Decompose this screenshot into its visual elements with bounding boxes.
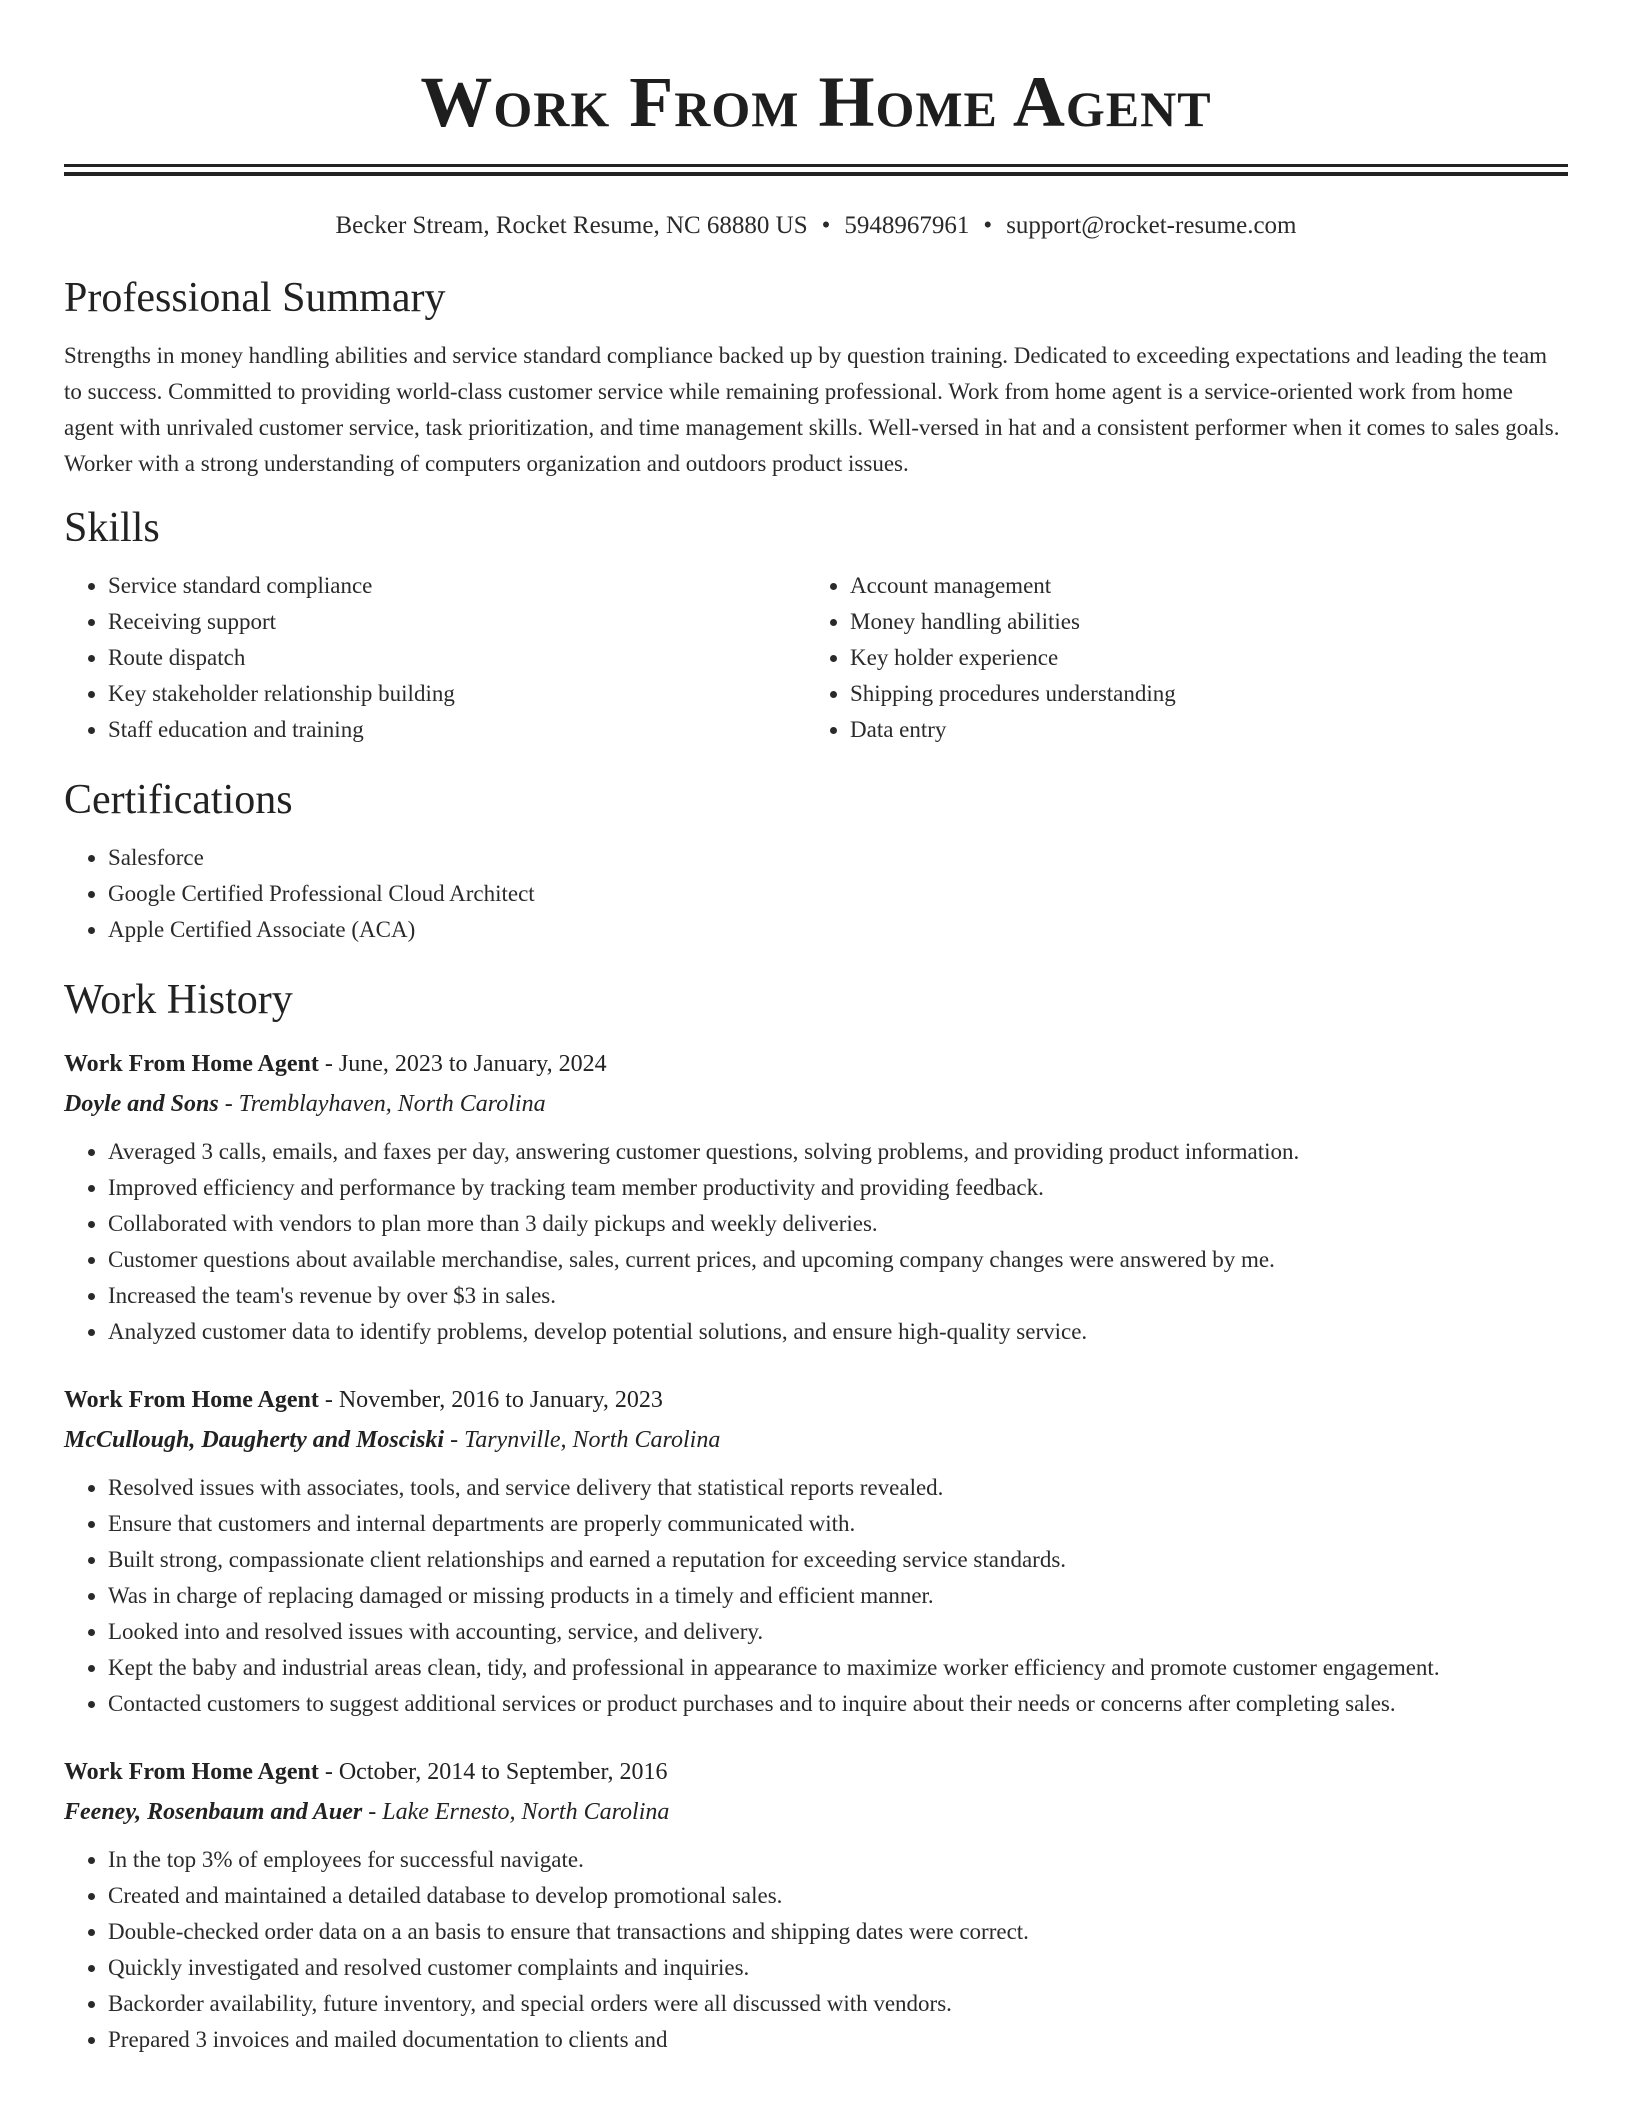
job-bullet: • Collaborated with vendors to plan more than 3 daily pickups and weekly deliveries. [108, 1206, 1568, 1242]
certification-item: • Apple Certified Associate (ACA) [108, 912, 1568, 948]
skill-item: • Service standard compliance [108, 568, 806, 604]
job-bullets [64, 1842, 1568, 2058]
job-bullet: • Was in charge of replacing damaged or missing products in a timely and efficient manner. [108, 1578, 1568, 1614]
skills-section [64, 502, 1568, 748]
job-bullets [64, 1470, 1568, 1722]
certifications-section [64, 774, 1568, 948]
job-dates: - October, 2014 to September, 2016 [318, 1759, 668, 1785]
contact-line [64, 210, 1568, 242]
job-bullet: • In the top 3% of employees for successful navigate. [108, 1842, 1568, 1878]
job-entry [64, 1752, 1568, 2058]
job-bullet: • Built strong, compassionate client relationships and earned a reputation for exceeding service standards. [108, 1542, 1568, 1578]
job-entry [64, 1380, 1568, 1722]
skill-item: • Key stakeholder relationship building [108, 676, 806, 712]
work-history-section [64, 974, 1568, 2058]
employer-line [64, 1420, 1568, 1460]
contact-separator: • [821, 212, 831, 239]
job-bullet: • Created and maintained a detailed database to develop promotional sales. [108, 1878, 1568, 1914]
job-bullet: • Double-checked order data on a an basis to ensure that transactions and shipping dates were correct. [108, 1914, 1568, 1950]
job-employer: Feeney, Rosenbaum and Auer [64, 1799, 363, 1825]
skill-item: • Account management [850, 568, 1548, 604]
job-position: Work From Home Agent [64, 1759, 319, 1785]
summary-text: Strengths in money handling abilities and service standard compliance backed up by question training. Dedicated to exceeding expectations and leading the team to success. Committed to providing world-class customer service while remaining professional. Work from home agent is a service-oriented work from home agent with unrivaled customer service, task prioritization, and time management skills. Well-versed in hat and a consistent performer when it comes to sales goals. Worker with a strong understanding of computers organization and outdoors product issues. [64, 343, 1560, 476]
skill-item: • Staff education and training [108, 712, 806, 748]
job-dates: - November, 2016 to January, 2023 [318, 1387, 663, 1413]
employer-line [64, 1792, 1568, 1832]
job-entry [64, 1044, 1568, 1350]
skills-column-left [64, 568, 806, 748]
resume-page [64, 0, 1568, 2058]
job-location: - Tremblayhaven, North Carolina [218, 1091, 546, 1117]
skill-item: • Receiving support [108, 604, 806, 640]
certification-item: • Google Certified Professional Cloud Architect [108, 876, 1568, 912]
summary-section [64, 272, 1568, 482]
certifications-list [64, 840, 1568, 948]
job-bullet: • Increased the team's revenue by over $3 in sales. [108, 1278, 1568, 1314]
skill-item: • Money handling abilities [850, 604, 1548, 640]
section-title-work-history: Work History [64, 977, 293, 1023]
job-bullet: • Looked into and resolved issues with accounting, service, and delivery. [108, 1614, 1568, 1650]
job-bullet: • Improved efficiency and performance by tracking team member productivity and providing feedback. [108, 1170, 1568, 1206]
contact-address: Becker Stream, Rocket Resume, NC 68880 US [335, 212, 808, 239]
job-title-line [64, 1380, 1568, 1420]
skill-item: • Key holder experience [850, 640, 1548, 676]
job-bullet: • Contacted customers to suggest additional services or product purchases and to inquire about their needs or concerns after completing sales. [108, 1686, 1568, 1722]
header-divider [64, 164, 1568, 176]
skill-item: • Data entry [850, 712, 1548, 748]
job-bullet: • Resolved issues with associates, tools, and service delivery that statistical reports revealed. [108, 1470, 1568, 1506]
job-bullet: • Averaged 3 calls, emails, and faxes per day, answering customer questions, solving problems, and providing product information. [108, 1134, 1568, 1170]
job-bullet: • Analyzed customer data to identify problems, develop potential solutions, and ensure high-quality service. [108, 1314, 1568, 1350]
resume-name: Work From Home Agent [420, 62, 1212, 142]
section-title-summary: Professional Summary [64, 275, 446, 321]
job-position: Work From Home Agent [64, 1387, 319, 1413]
job-bullet: • Customer questions about available merchandise, sales, current prices, and upcoming company changes were answered by me. [108, 1242, 1568, 1278]
job-dates: - June, 2023 to January, 2024 [318, 1051, 607, 1077]
section-title-skills: Skills [64, 505, 160, 551]
job-bullets [64, 1134, 1568, 1350]
job-bullet: • Ensure that customers and internal departments are properly communicated with. [108, 1506, 1568, 1542]
job-bullet: • Kept the baby and industrial areas clean, tidy, and professional in appearance to maximize worker efficiency and promote customer engagement. [108, 1650, 1568, 1686]
job-position: Work From Home Agent [64, 1051, 319, 1077]
job-location: - Tarynville, North Carolina [444, 1427, 721, 1453]
skill-item: • Shipping procedures understanding [850, 676, 1548, 712]
job-title-line [64, 1752, 1568, 1792]
contact-separator: • [983, 212, 993, 239]
job-title-line [64, 1044, 1568, 1084]
section-title-certifications: Certifications [64, 777, 293, 823]
job-location: - Lake Ernesto, North Carolina [362, 1799, 670, 1825]
job-bullet: • Prepared 3 invoices and mailed documentation to clients and [108, 2022, 1568, 2058]
job-bullet: • Quickly investigated and resolved customer complaints and inquiries. [108, 1950, 1568, 1986]
skill-item: • Route dispatch [108, 640, 806, 676]
certification-item: • Salesforce [108, 840, 1568, 876]
skills-column-right [806, 568, 1548, 748]
job-employer: Doyle and Sons [64, 1091, 219, 1117]
skills-grid [64, 568, 1568, 748]
contact-phone: 5948967961 [844, 212, 970, 239]
job-employer: McCullough, Daugherty and Mosciski [64, 1427, 445, 1453]
contact-email: support@rocket-resume.com [1006, 212, 1297, 239]
employer-line [64, 1084, 1568, 1124]
job-bullet: • Backorder availability, future inventory, and special orders were all discussed with vendors. [108, 1986, 1568, 2022]
